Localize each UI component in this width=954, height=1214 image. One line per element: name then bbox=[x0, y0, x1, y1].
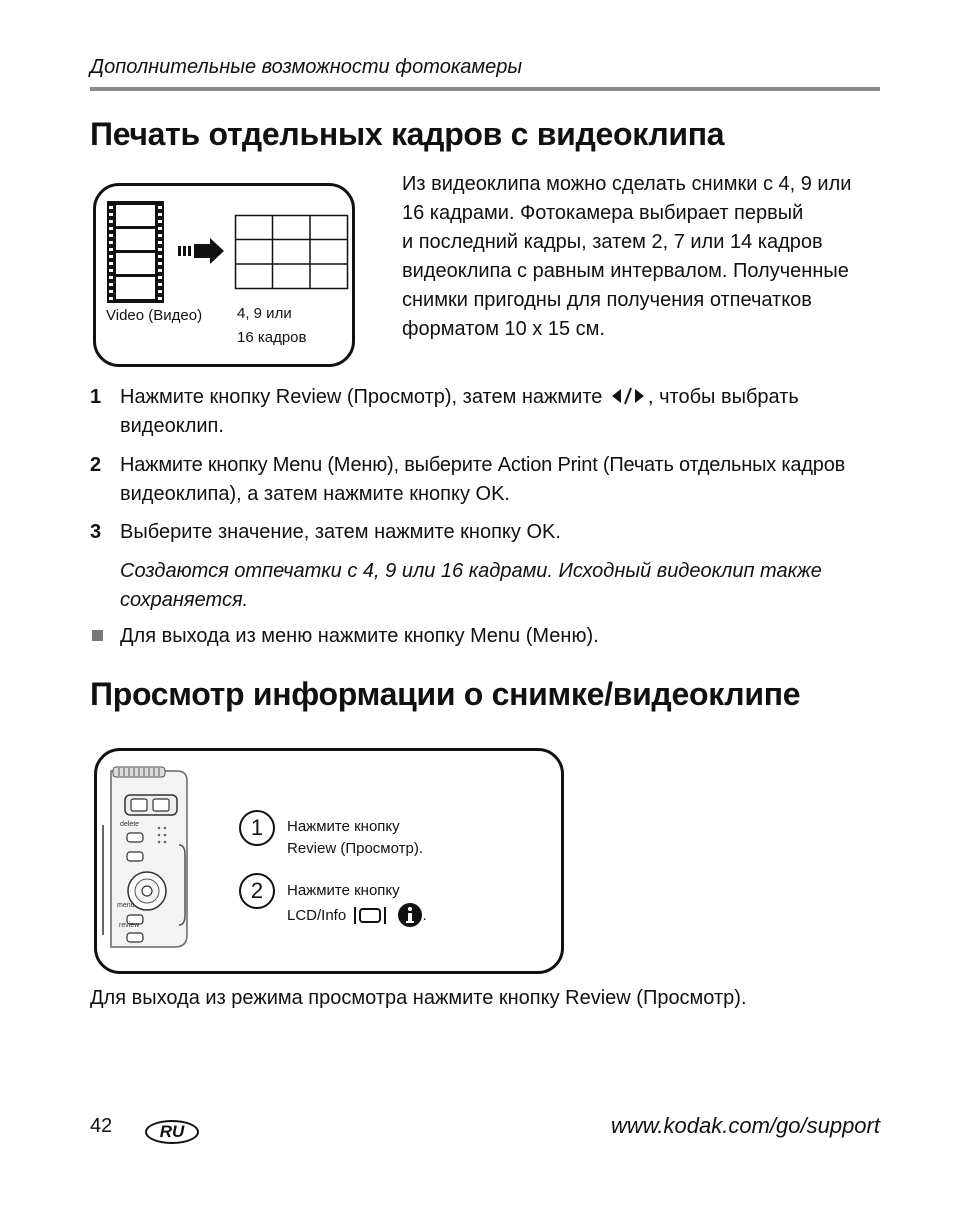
step-1-text-b: , чтобы выбрать bbox=[647, 386, 799, 408]
callout-2-line2: LCD/Info bbox=[287, 907, 347, 924]
note-line1: Создаются отпечатки с 4, 9 или 16 кадрами. Исходный видеоклип также bbox=[120, 560, 822, 582]
intro-line: 16 кадрами. Фотокамера выбирает первый bbox=[402, 202, 804, 224]
camera-label-delete: delete bbox=[120, 821, 140, 828]
intro-paragraph bbox=[402, 170, 880, 344]
camera-review-figure bbox=[94, 748, 564, 974]
step-2 bbox=[90, 451, 880, 511]
intro-line: видеоклипа с равным интервалом. Полученные bbox=[402, 260, 849, 282]
step-1-text-a: Нажмите кнопку Review (Просмотр), затем нажмите bbox=[120, 386, 603, 408]
support-url[interactable]: www.kodak.com/go/support bbox=[610, 1113, 880, 1138]
step-2-line2: видеоклипа), а затем нажмите кнопку OK. bbox=[120, 483, 510, 505]
exit-review-text: Для выхода из режима просмотра нажмите кнопку Review (Просмотр). bbox=[90, 987, 747, 1009]
callout-number-1: 1 bbox=[239, 810, 275, 846]
callout-2-line1: Нажмите кнопку bbox=[287, 882, 400, 899]
arrow-right-icon bbox=[176, 234, 236, 274]
video-frames-figure bbox=[93, 183, 355, 367]
camera-label-review: review bbox=[119, 922, 140, 929]
running-head: Дополнительные возможности фотокамеры bbox=[90, 56, 523, 78]
callout-1-line2: Review (Просмотр). bbox=[287, 840, 424, 857]
exit-menu-text: Для выхода из меню нажмите кнопку Menu (Меню). bbox=[120, 625, 599, 647]
header-rule bbox=[90, 87, 880, 91]
callout-1-line1: Нажмите кнопку bbox=[287, 818, 400, 835]
bullet-square-icon bbox=[92, 630, 103, 641]
left-right-arrow-icon bbox=[608, 386, 648, 406]
section-title-action-print: Печать отдельных кадров с видеоклипа bbox=[90, 116, 725, 152]
video-label: Video (Видео) bbox=[106, 307, 203, 324]
frames-label-line2: 16 кадров bbox=[237, 329, 307, 346]
lcd-icon bbox=[352, 904, 388, 926]
callout-number-2: 2 bbox=[239, 873, 275, 909]
intro-line: и последний кадры, затем 2, 7 или 14 кадров bbox=[402, 231, 823, 253]
step-1 bbox=[90, 383, 880, 443]
language-badge: RU bbox=[145, 1120, 199, 1144]
page-number: 42 bbox=[90, 1115, 113, 1137]
info-icon bbox=[397, 902, 423, 928]
step-1-text-c: видеоклип. bbox=[120, 415, 224, 437]
note-line2: сохраняется. bbox=[120, 589, 249, 611]
intro-line: форматом 10 x 15 см. bbox=[402, 318, 605, 340]
section-title-review-info: Просмотр информации о снимке/видеоклипе bbox=[90, 676, 801, 712]
step-number: 3 bbox=[90, 521, 102, 543]
step-3 bbox=[90, 518, 880, 548]
frames-label-line1: 4, 9 или bbox=[237, 305, 292, 322]
camera-label-menu: menu bbox=[117, 902, 135, 909]
step-3-line1: Выберите значение, затем нажмите кнопку OK. bbox=[120, 521, 561, 543]
intro-line: Из видеоклипа можно сделать снимки с 4, 9 или bbox=[402, 173, 852, 195]
callout-1-text bbox=[287, 816, 423, 860]
callout-2-text: Нажмите кнопку LCD/Info . bbox=[287, 880, 427, 928]
result-note bbox=[120, 557, 880, 615]
step-number: 2 bbox=[90, 454, 102, 476]
step-number: 1 bbox=[90, 386, 102, 408]
step-2-line1: Нажмите кнопку Menu (Меню), выберите Action Print (Печать отдельных кадров bbox=[120, 454, 846, 476]
frame-grid-icon bbox=[234, 214, 350, 292]
camera-back-icon bbox=[99, 765, 195, 965]
intro-line: снимки пригодны для получения отпечатков bbox=[402, 289, 812, 311]
